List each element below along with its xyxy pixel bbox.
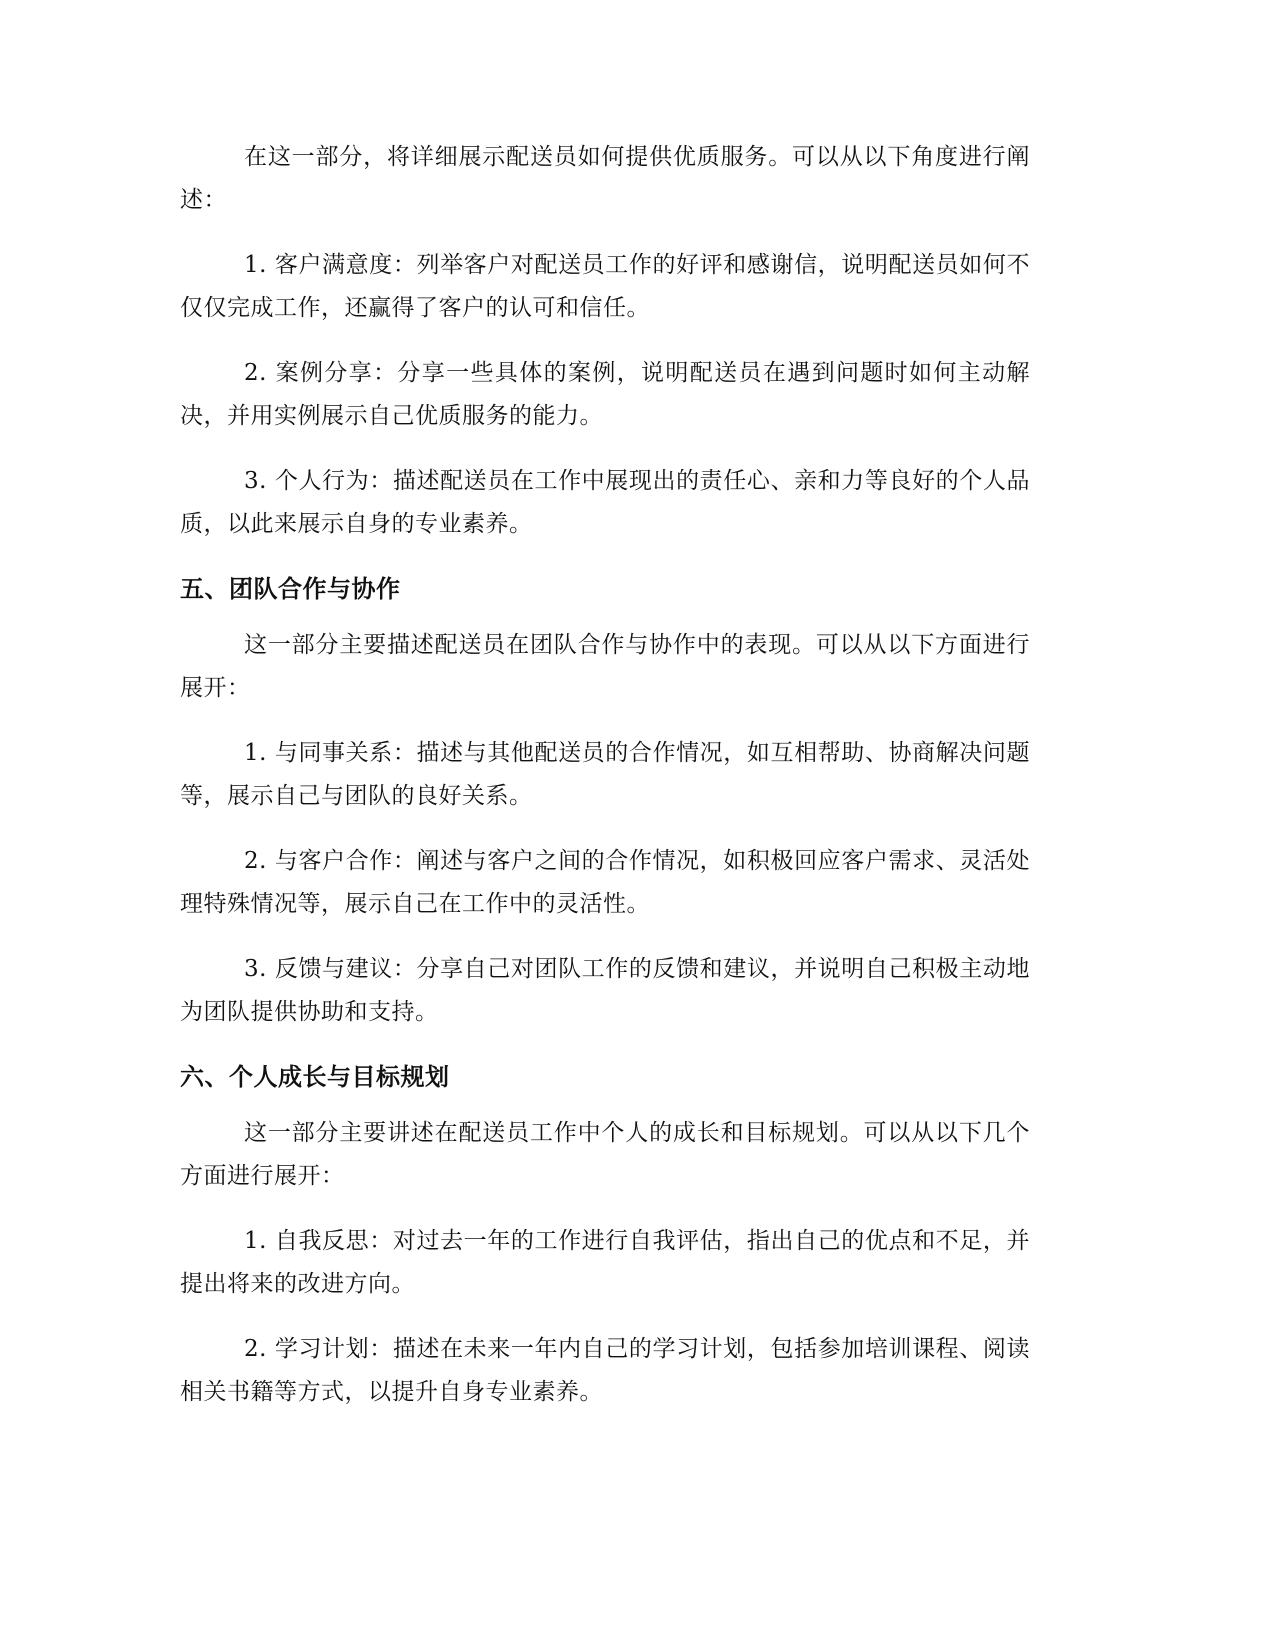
section-personal-growth [180,1056,1030,1414]
list-item: 2. 学习计划：描述在未来一年内自己的学习计划，包括参加培训课程、阅读相关书籍等方式，以提升自身专业素养。 [180,1336,1030,1405]
list-item: 3. 反馈与建议：分享自己对团队工作的反馈和建议，并说明自己积极主动地为团队提供协助和支持。 [180,956,1030,1025]
section-intro: 在这一部分，将详细展示配送员如何提供优质服务。可以从以下角度进行阐述： [180,144,1030,213]
section-intro: 这一部分主要讲述在配送员工作中个人的成长和目标规划。可以从以下几个方面进行展开： [180,1120,1030,1189]
list-item: 2. 与客户合作：阐述与客户之间的合作情况，如积极回应客户需求、灵活处理特殊情况等，展示自己在工作中的灵活性。 [180,848,1030,917]
section-heading: 五、团队合作与协作 [180,575,401,603]
list-item: 1. 自我反思：对过去一年的工作进行自我评估，指出自己的优点和不足，并提出将来的改进方向。 [180,1228,1030,1297]
list-item: 2. 案例分享：分享一些具体的案例，说明配送员在遇到问题时如何主动解决，并用实例展示自己优质服务的能力。 [180,360,1030,429]
document-page [180,136,1030,1436]
list-item: 3. 个人行为：描述配送员在工作中展现出的责任心、亲和力等良好的个人品质，以此来展示自身的专业素养。 [180,468,1030,537]
section-teamwork [180,568,1030,1034]
section-quality-service [180,136,1030,546]
section-intro: 这一部分主要描述配送员在团队合作与协作中的表现。可以从以下方面进行展开： [180,632,1030,701]
list-item: 1. 与同事关系：描述与其他配送员的合作情况，如互相帮助、协商解决问题等，展示自己与团队的良好关系。 [180,740,1030,809]
list-item: 1. 客户满意度：列举客户对配送员工作的好评和感谢信，说明配送员如何不仅仅完成工作，还赢得了客户的认可和信任。 [180,252,1030,321]
section-heading: 六、个人成长与目标规划 [180,1063,450,1091]
